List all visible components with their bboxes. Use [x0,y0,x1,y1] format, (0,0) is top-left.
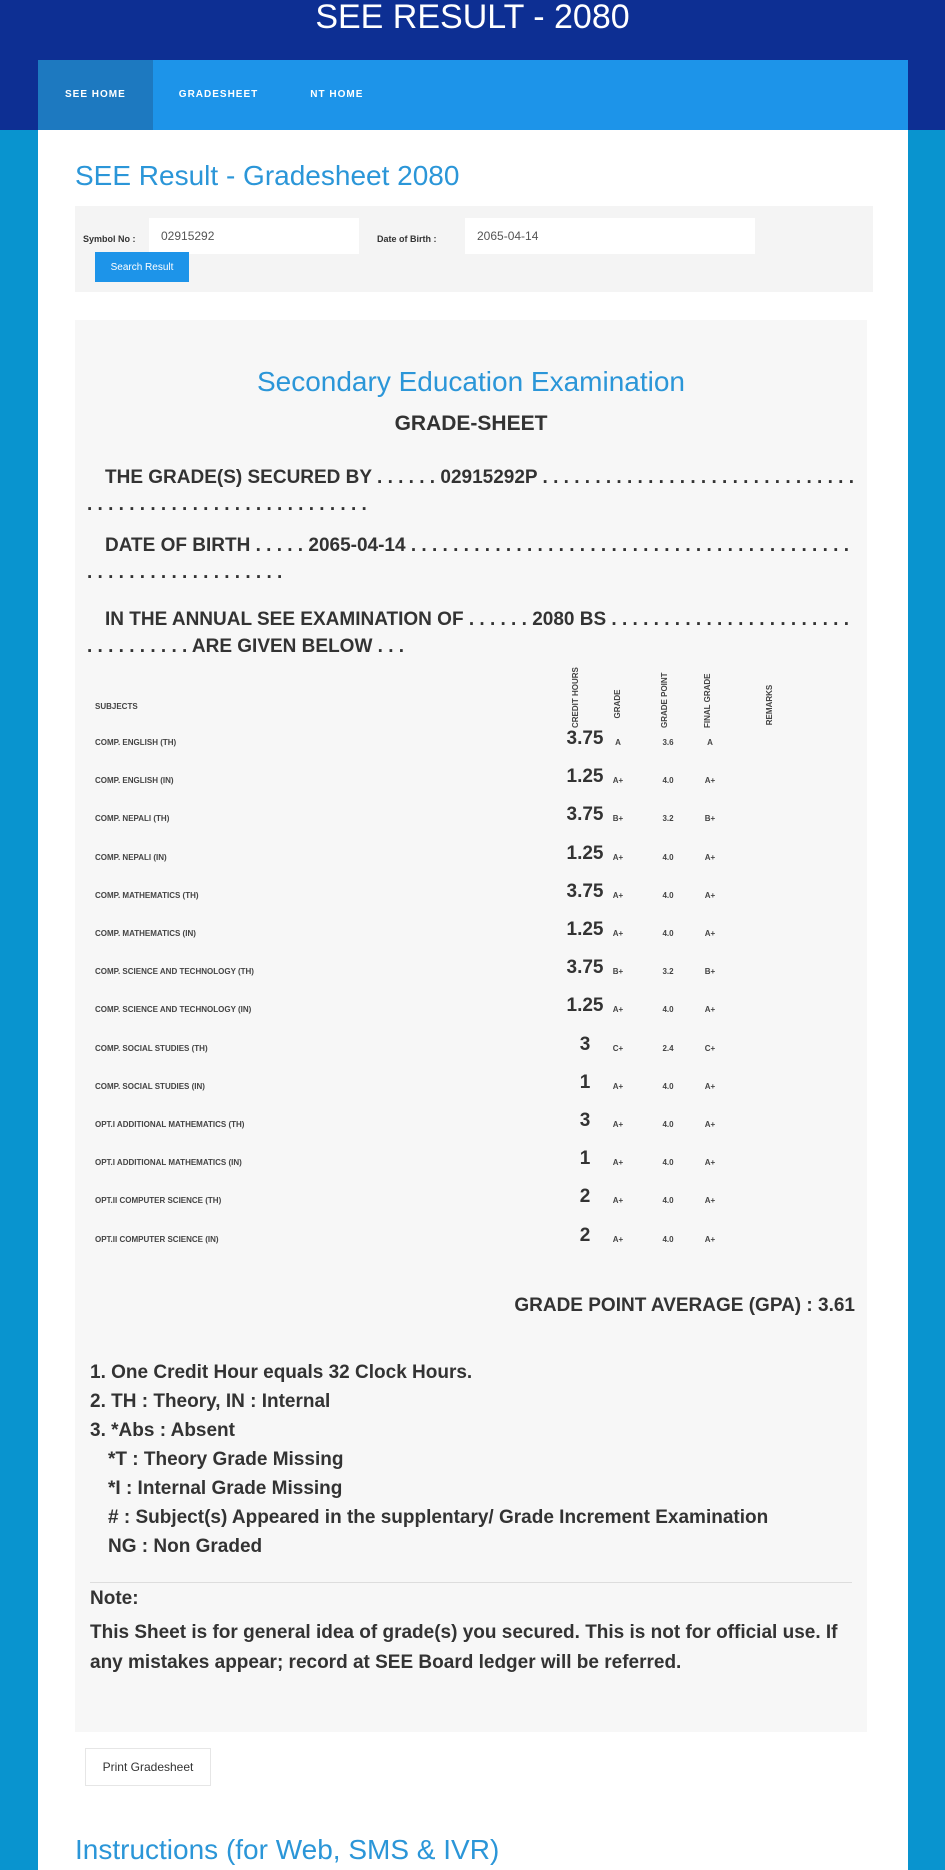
subject-cell: COMP. SCIENCE AND TECHNOLOGY (IN) [95,1005,252,1015]
grade-point-cell: 4.0 [662,1158,674,1168]
gpa-line: GRADE POINT AVERAGE (GPA) : 3.61 [514,1295,855,1316]
legend-item: NG : Non Graded [108,1536,263,1557]
site-title: SEE RESULT - 2080 [315,0,630,36]
table-row [75,879,867,917]
grade-point-cell: 4.0 [662,929,674,938]
legend-item: 2. TH : Theory, IN : Internal [90,1391,331,1412]
dob-line [87,532,857,586]
credit-hours-cell: 2 [579,1186,591,1208]
final-grade-cell: A+ [704,1120,716,1129]
grade-cell: A+ [612,1120,624,1129]
secured-by-line [87,464,857,518]
subject-cell: COMP. SOCIAL STUDIES (TH) [95,1043,208,1053]
subject-cell: COMP. SCIENCE AND TECHNOLOGY (TH) [95,967,254,977]
subject-cell: COMP. ENGLISH (IN) [95,776,174,786]
credit-hours-cell: 3 [579,1033,591,1055]
grade-point-cell: 4.0 [662,776,674,786]
grade-cell: A [615,738,621,747]
grade-point-cell: 3.2 [662,967,674,977]
right-margin [908,130,945,1870]
table-row [75,1108,867,1146]
header-subjects: SUBJECTS [95,702,138,711]
exam-of-line [87,606,857,660]
symbol-input[interactable] [149,218,359,254]
search-panel [75,206,873,292]
subject-cell: COMP. NEPALI (IN) [95,852,167,862]
grade-cell: A+ [612,1081,624,1091]
legend [90,1358,768,1561]
subject-cell: COMP. SOCIAL STUDIES (IN) [95,1081,205,1091]
table-row [75,993,867,1031]
top-header [0,0,945,130]
instructions-heading: Instructions (for Web, SMS & IVR) [75,1834,500,1865]
credit-hours-cell: 1 [579,1071,591,1093]
final-grade-cell: C+ [704,1043,716,1053]
nav-nt-home[interactable]: NT HOME [310,89,364,100]
grade-point-cell: 4.0 [662,1120,674,1129]
final-grade-cell: A+ [704,1158,716,1168]
secured-by-suffix: . . . . . . . . . . . . . . . . . . . . . . . . . . . . . . . . . . . . . . . . . . . . . . . . . . . . . . . . . [87,467,854,515]
subject-cell: COMP. MATHEMATICS (IN) [95,929,196,938]
grade-point-cell: 4.0 [662,1234,674,1244]
dob-input[interactable] [465,218,755,254]
credit-hours-cell: 1.25 [566,919,604,940]
credit-hours-cell: 3.75 [566,957,604,979]
grade-cell: A+ [612,1158,624,1168]
exam-of-prefix: IN THE ANNUAL SEE EXAMINATION OF . . . . . . [105,609,527,630]
subject-cell: OPT.I ADDITIONAL MATHEMATICS (TH) [95,1120,245,1129]
credit-hours-cell: 3.75 [566,804,604,826]
grade-cell: A+ [612,1234,624,1244]
secured-by-prefix: THE GRADE(S) SECURED BY . . . . . . [105,467,436,488]
header-remarks: REMARKS [765,684,774,726]
grade-point-cell: 4.0 [662,852,674,862]
grade-cell: A+ [612,1196,624,1206]
print-gradesheet-button[interactable]: Print Gradesheet [85,1748,211,1786]
table-row [75,726,867,764]
final-grade-cell: A+ [704,890,716,900]
credit-hours-cell: 3.75 [566,880,604,902]
credit-hours-cell: 3.75 [566,728,604,749]
main-content [38,130,908,1870]
final-grade-cell: A+ [704,929,716,938]
table-row [75,764,867,802]
subject-cell: COMP. ENGLISH (TH) [95,738,177,747]
final-grade-cell: A [707,738,713,747]
table-row [75,1184,867,1222]
grade-cell: A+ [612,1005,624,1015]
table-row [75,917,867,955]
credit-hours-cell: 2 [579,1224,591,1246]
sheet-subtitle: GRADE-SHEET [394,412,548,435]
subject-cell: OPT.II COMPUTER SCIENCE (TH) [95,1196,222,1206]
final-grade-cell: A+ [704,1005,716,1015]
grade-point-cell: 4.0 [662,1081,674,1091]
legend-item: *I : Internal Grade Missing [108,1478,343,1499]
table-row [75,841,867,879]
header-grade-point: GRADE POINT [660,672,669,728]
exam-title: Secondary Education Examination [256,366,686,397]
grade-point-cell: 2.4 [662,1043,674,1053]
credit-hours-cell: 1.25 [566,842,604,864]
table-row [75,1146,867,1184]
final-grade-cell: A+ [704,1234,716,1244]
grade-point-cell: 3.2 [662,814,674,824]
legend-item: *T : Theory Grade Missing [108,1449,344,1470]
grade-point-cell: 4.0 [662,1196,674,1206]
grade-cell: C+ [612,1043,624,1053]
page-title: SEE Result - Gradesheet 2080 [75,160,460,191]
grade-point-cell: 4.0 [662,1005,674,1015]
exam-of-suffix: . . . . . . . . . . . . . . . . . . . . . . . . . . . . . . . . . ARE GIVEN BELOW . . . [87,609,849,657]
final-grade-cell: B+ [704,967,716,977]
grade-cell: A+ [612,929,624,938]
dob-suffix: . . . . . . . . . . . . . . . . . . . . . . . . . . . . . . . . . . . . . . . . . . . . . . . . . . . . . . . . . . . . . [87,535,850,583]
final-grade-cell: B+ [704,814,716,824]
credit-hours-cell: 3 [579,1110,591,1131]
note-divider [90,1582,852,1583]
exam-of-value: 2080 BS [532,609,607,630]
note-text: This Sheet is for general idea of grade(s) you secured. This is not for official use. If any mistakes appear; record at SEE Board ledger will be referred. [90,1622,838,1673]
symbol-label: Symbol No : [83,234,136,244]
subject-cell: OPT.I ADDITIONAL MATHEMATICS (IN) [95,1158,242,1168]
final-grade-cell: A+ [704,1196,716,1206]
grade-point-cell: 4.0 [662,890,674,900]
grade-cell: A+ [612,776,624,786]
main-nav [38,60,908,130]
subject-cell: OPT.II COMPUTER SCIENCE (IN) [95,1234,219,1244]
grade-cell: B+ [612,967,624,977]
nav-see-home[interactable]: SEE HOME [38,60,153,130]
grade-point-cell: 3.6 [662,738,674,747]
final-grade-cell: A+ [704,776,716,786]
legend-item: 3. *Abs : Absent [90,1420,235,1441]
table-row [75,955,867,993]
table-row [75,802,867,840]
table-row [75,1032,867,1070]
dob-value: 2065-04-14 [308,535,406,556]
final-grade-cell: A+ [704,1081,716,1091]
nav-gradesheet[interactable]: GRADESHEET [178,89,259,100]
final-grade-cell: A+ [704,852,716,862]
legend-item: 1. One Credit Hour equals 32 Clock Hours. [90,1362,473,1383]
search-result-button[interactable]: Search Result [95,252,189,282]
legend-item: # : Subject(s) Appeared in the supplentary/ Grade Increment Examination [108,1507,769,1528]
grade-cell: B+ [612,814,624,824]
credit-hours-cell: 1.25 [566,995,604,1017]
dob-prefix: DATE OF BIRTH . . . . . [105,535,304,556]
dob-label: Date of Birth : [377,234,437,244]
grade-sheet [75,320,867,1732]
header-credit-hours: CREDIT HOURS [571,667,580,728]
credit-hours-cell: 1.25 [566,766,604,788]
header-final-grade: FINAL GRADE [703,673,712,728]
table-row [75,1070,867,1108]
secured-by-value: 02915292P [440,467,538,488]
credit-hours-cell: 1 [579,1148,591,1170]
subject-cell: COMP. MATHEMATICS (TH) [95,890,199,900]
subject-cell: COMP. NEPALI (TH) [95,814,170,824]
grade-cell: A+ [612,890,624,900]
grade-cell: A+ [612,852,624,862]
table-row [75,1223,867,1261]
left-margin [0,130,38,1870]
header-grade: GRADE [613,689,622,719]
note-label: Note: [90,1588,139,1609]
